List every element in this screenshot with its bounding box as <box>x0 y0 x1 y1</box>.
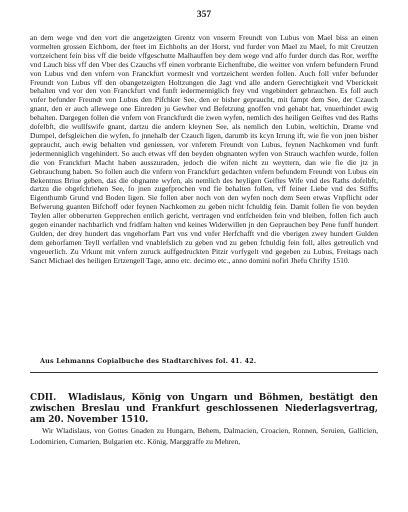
document-heading <box>30 393 378 426</box>
document-title: Wladislaus, König von Ungarn und Böhmen, bestätigt den zwischen Breslau und Frankfurt geschlossenen Niederlagsvertrag, am 20. November 1510. <box>30 393 378 425</box>
page-number: 357 <box>196 10 212 20</box>
document-number: CDII. <box>30 393 57 403</box>
main-text: an dem wege vnd den vort die angetzeigten Grentz von vnserm Freundt von Lubus von Mael biss an einen vormelten grossen Eichbom, der fteet im Eichholts an der Horst, vnd furder von Mael zu Mael, fo mit Creutzen vortzeichent fein biss vff die beide vffgeschutte Malhauffen bey dem wege vnd alfo furder durch das Ror, werffte vnd Lauch biss vff den Vber des Czauchs vff einen vorbrante Eichenftube, die weitter von vnfern befundern Frund von Lubus vnd den vnfern von Franckfurt vormeslt vnd vortzeichent werden follen. Auch foll vnfer befunder Freundt von Lubus vff den obangetzeigten Holtzungen die Jagt vnd alle andern Gerechtigkeit vnd Vberickeit behalten vnd vor den von Franckfurt vnd funft iedermenniglich frey vnd vngebindert gebrauchen. Es foll auch vnfer befunder Freundt von Lubus den Pifchker See, den er bisher gepraucht, mit fampt dem See, der Czauch gnant, den er auch allewege one Einreden ju Gewher vnd Befetzung gnoffen vnd gehabt hat, vnuerhindet ewig behalten. Dargegen follen die vnfern von Franckfurdt die zwen wyfen, nemlich des heiligen Geiftes vnd des Raths dofelbft, die wullfswife gnant, dartzu die andern kleynen See, als nemlich den Lubin, weltichin, Drame vnd Dumpel, defsgleichen die wyfen, fo jnnehalb der Czauch ligen, darumb its kcyn Irrung ift, wie fie von jnen bisher gepraucht, auch ewig behalten vnd geniessen, vor vnferem Freundt von Lubus, feynen Nachkomen vnd funft jedermenniglich vngehindert. So auch etwas vff den beyden obgnanten wyfen von Strauch wachfen wurde, follen die von Franckfurt Macht haben ausszuraden, jedoch die wifen nicht zu weyttern, dan wie fie die jtz jn Gebrauchung haben. So follen auch die vnfern von Franckfurt gedachten vnfern befundern Freundt von Lubus ein Bekentnus Briue geben, das die obgnante wyfen, als nemlich des heyligen Geiftes Wife vnd des Raths dofelbft, dartzu die obgefchriehen See, fo jnen zugefprochen vnd fie behalten follen, vff feiner Liebe vnd des Stiffts Eigenthumb Grund vnd Boden ligen. Sie follen aber noch von den wyfen noch dem Seen etwas Vnpflicht oder Befwerung guanten Bifchoff oder feynen Nachkomen zu geben nicht fchuldig fein. Damit follen fie von beyden Teylen aller obberurten Gepprechen entlich gericht, vertragen vnd entfcheiden fein vnd bleiben, follen fich auch gegen einander nachbarlich vnd fridfam halten vnd keines Widerwillen jn den Geprauchen bey Pene funff hundert Gulden, der drey hundert das vngehorfam Part vns vnd vnfer Herfchafft vnd die vberigen zwey hundert Gulden dem gehorfamen Teyll verfallen vnd vnablefslich zu geben vnd zu geben fchuldig fein foll, alles getreulich vnd vngeuerlich. Zu Vrkunt mit vnfern zuruck auffgedruckten Pitzir vorfygelt vnd gegeben zu Lubus, Freitags nach Sanct Michael des heiligen Ertzengell Tage, anno etc. decimo etc., anno domini nofiri Jhefu Chrifty 1510. <box>30 33 378 265</box>
section-divider <box>30 372 378 373</box>
source-note: Aus Lehmanns Copialbuche des Stadtarchives fol. 41. 42. <box>40 357 257 365</box>
document-intro: Wir Wladislaus, von Gottes Gnaden zu Hungarn, Behem, Dalmacien, Croacien, Ronnen, Seruien, Gallicien, Lodomirien, Cumarien, Bulgarien etc. König, Marggraffe zu Mehren, <box>30 426 378 446</box>
